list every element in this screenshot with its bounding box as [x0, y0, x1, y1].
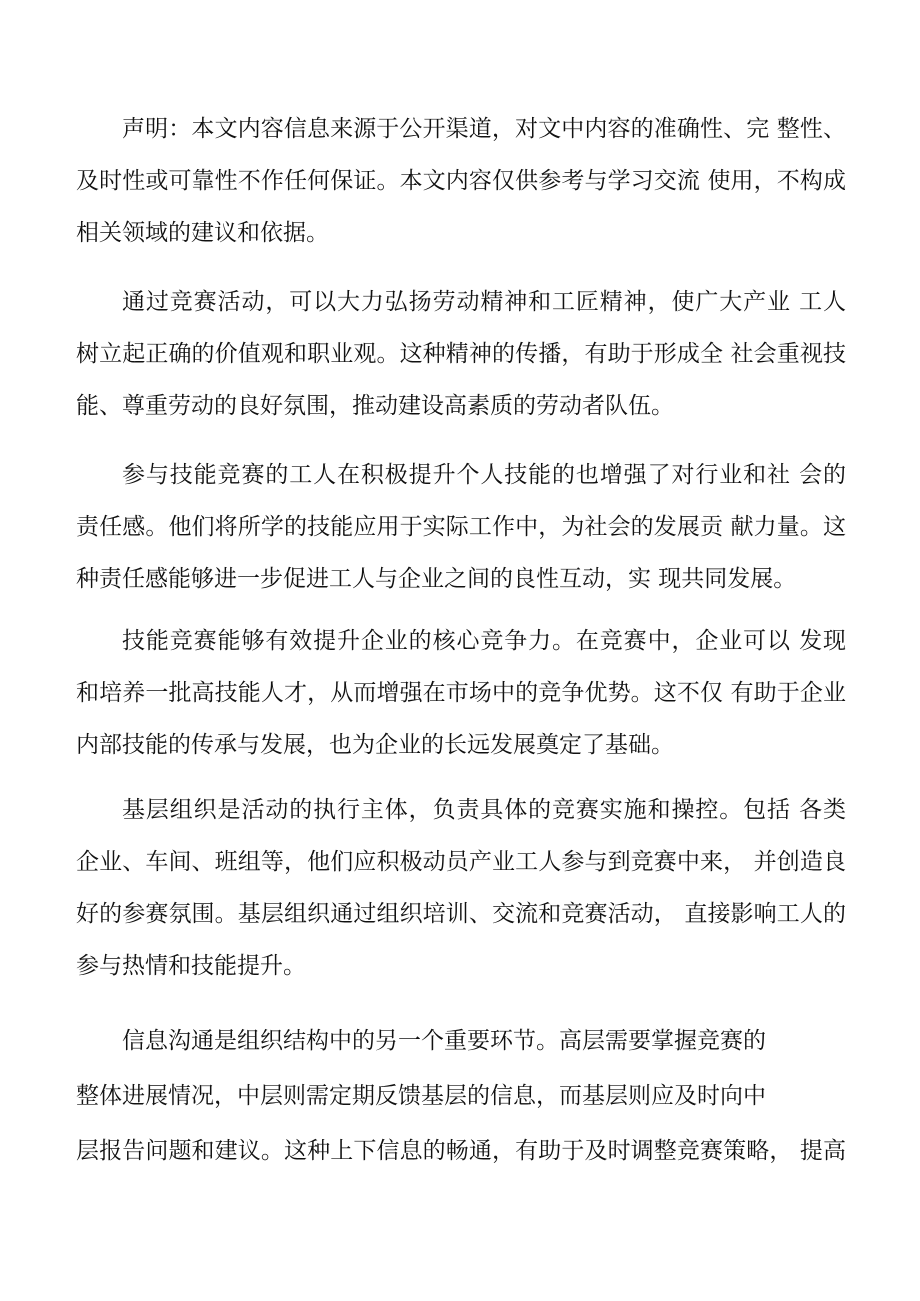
paragraph-2-line-1: 通过竞赛活动，可以大力弘扬劳动精神和工匠精神，使广大产业 工人: [122, 289, 846, 315]
paragraph-6-line-3: 层报告问题和建议。这种上下信息的畅通，有助于及时调整竞赛策略， 提高: [76, 1138, 846, 1164]
paragraph-6-line-2: 整体进展情况，中层则需定期反馈基层的信息，而基层则应及时向中: [76, 1083, 766, 1109]
paragraph-1-line-2: 及时性或可靠性不作任何保证。本文内容仅供参考与学习交流 使用，不构成: [76, 168, 846, 194]
paragraph-4-line-1: 技能竞赛能够有效提升企业的核心竞争力。在竞赛中，企业可以 发现: [122, 628, 846, 654]
paragraph-5-line-2: 企业、车间、班组等，他们应积极动员产业工人参与到竞赛中来， 并创造良: [76, 849, 846, 875]
paragraph-2-line-3: 能、尊重劳动的良好氛围，推动建设高素质的劳动者队伍。: [76, 393, 674, 419]
paragraph-1-line-3: 相关领域的建议和依据。: [76, 220, 329, 246]
paragraph-3-line-3: 种责任感能够进一步促进工人与企业之间的良性互动，实 现共同发展。: [76, 566, 797, 592]
paragraph-2-line-2: 树立起正确的价值观和职业观。这种精神的传播，有助于形成全 社会重视技: [76, 341, 846, 367]
paragraph-5-line-1: 基层组织是活动的执行主体，负责具体的竞赛实施和操控。包括 各类: [122, 797, 846, 823]
paragraph-1-line-1: 声明：本文内容信息来源于公开渠道，对文中内容的准确性、完 整性、: [122, 116, 846, 142]
paragraph-3-line-1: 参与技能竞赛的工人在积极提升个人技能的也增强了对行业和社 会的: [122, 462, 846, 488]
paragraph-5-line-3: 好的参赛氛围。基层组织通过组织培训、交流和竞赛活动， 直接影响工人的: [76, 901, 846, 927]
paragraph-3-line-2: 责任感。他们将所学的技能应用于实际工作中，为社会的发展贡 献力量。这: [76, 514, 846, 540]
paragraph-4-line-2: 和培养一批高技能人才，从而增强在市场中的竞争优势。这不仅 有助于企业: [76, 680, 846, 706]
paragraph-4-line-3: 内部技能的传承与发展，也为企业的长远发展奠定了基础。: [76, 732, 674, 758]
paragraph-5-line-4: 参与热情和技能提升。: [76, 953, 306, 979]
paragraph-6-line-1: 信息沟通是组织结构中的另一个重要环节。高层需要掌握竞赛的: [122, 1028, 766, 1054]
